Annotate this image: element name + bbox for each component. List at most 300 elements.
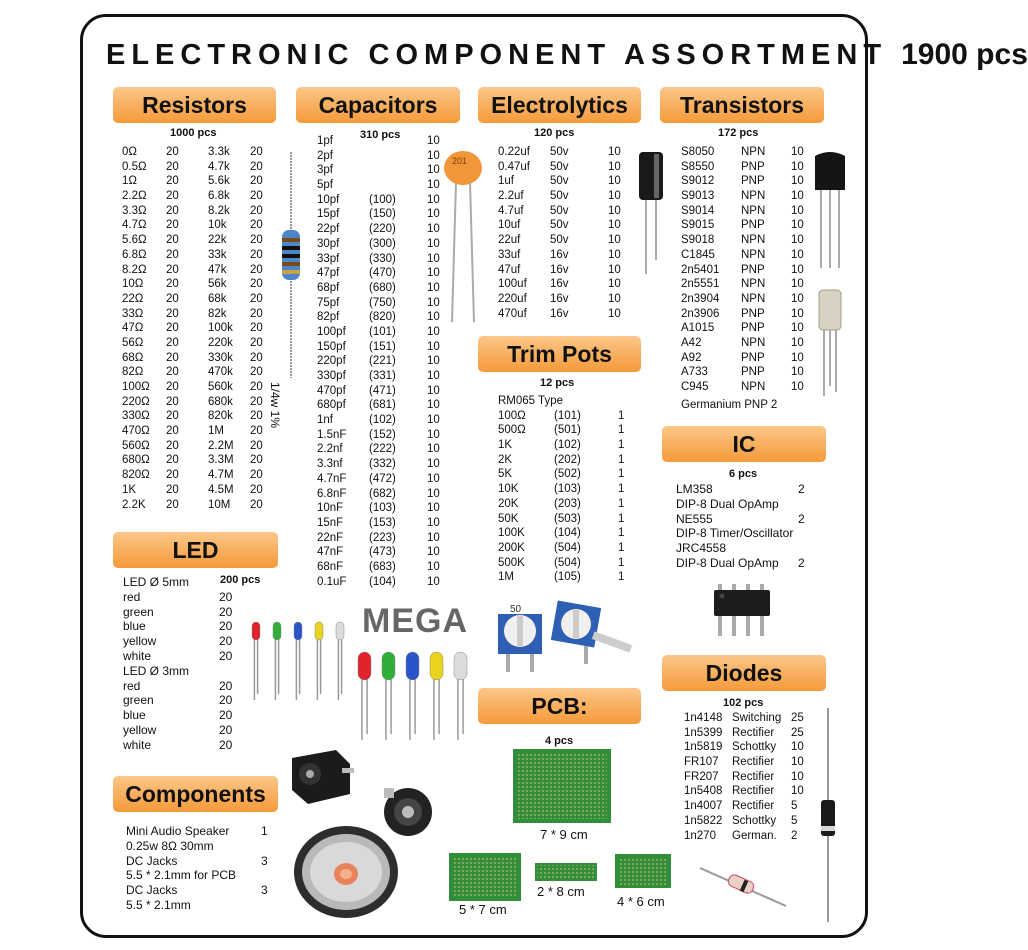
trimpot-row-cell: (503)	[554, 512, 581, 525]
electrolytic-row	[498, 307, 628, 322]
ic-table	[676, 482, 816, 571]
resistor-row-cell: 20	[166, 248, 179, 261]
capacitor-row-cell: 33pf	[317, 252, 340, 265]
trimpot-row-cell: (203)	[554, 497, 581, 510]
transistor-icon	[812, 150, 848, 268]
capacitor-row-cell: 47nF	[317, 546, 344, 559]
trimpot-row-cell: 1	[618, 483, 625, 496]
resistor-row-cell: 0.5Ω	[122, 160, 147, 173]
resistor-row-cell: 4.7k	[208, 160, 230, 173]
transistor-row-cell: NPN	[741, 292, 766, 305]
resistor-row-cell: 20	[250, 278, 263, 291]
resistor-row-cell: 5.6Ω	[122, 234, 147, 247]
capacitor-row	[317, 457, 447, 472]
capacitor-row	[317, 428, 447, 443]
led-row-cell: 20	[219, 737, 233, 752]
resistor-row	[122, 395, 192, 410]
capacitor-row-cell: 0.1uF	[317, 575, 347, 588]
led-small-icon	[248, 620, 358, 706]
transistor-row	[681, 248, 811, 263]
resistor-row-cell: 20	[166, 366, 179, 379]
component-row-cell: 5.5 * 2.1mm	[126, 897, 191, 912]
resistor-row-cell: 10Ω	[122, 278, 144, 291]
resistor-row-cell: 6.8k	[208, 190, 230, 203]
led-row-cell: green	[123, 604, 154, 619]
electrolytic-row-cell: 10	[608, 263, 621, 276]
trimpot-row-cell: 100Ω	[498, 409, 526, 422]
diode-row-cell: 10	[791, 741, 804, 754]
resistor-icon	[276, 152, 306, 378]
electrolytics-header: Electrolytics	[478, 87, 641, 123]
diode-row-cell: 25	[791, 712, 804, 724]
led-row-cell: 20	[219, 678, 233, 693]
pcb-board-2x8-icon	[535, 863, 597, 881]
trimpot-row-cell: 1	[618, 409, 625, 422]
capacitor-row-cell: 330pf	[317, 370, 346, 382]
capacitor-row-cell: 10	[427, 193, 440, 206]
capacitor-row-cell: 680pf	[317, 399, 346, 412]
transistor-row-cell: 10	[791, 204, 804, 217]
capacitor-row	[317, 134, 447, 149]
trimpot-row-cell: (105)	[554, 571, 581, 584]
capacitor-row-cell: (680)	[369, 281, 396, 294]
transistor-row	[681, 218, 811, 233]
capacitor-row	[317, 325, 447, 340]
capacitor-row-cell: 10nF	[317, 502, 344, 515]
electrolytic-row-cell: 10	[608, 278, 621, 291]
resistor-row	[208, 351, 278, 366]
transistor-row	[681, 292, 811, 307]
component-row-cell: DC Jacks	[126, 883, 178, 898]
capacitor-row	[317, 516, 447, 531]
transistor-row-cell: PNP	[741, 322, 765, 335]
transistor-row	[681, 307, 811, 322]
led-bulb	[382, 652, 395, 680]
components-header: Components	[113, 776, 278, 812]
electrolytic-row-cell: 10uf	[498, 219, 521, 232]
resistor-row-cell: 20	[250, 469, 263, 482]
capacitor-row-cell: 10	[427, 355, 440, 368]
transistor-row-cell: PNP	[741, 175, 765, 188]
transistor-row-cell: 2n3906	[681, 307, 720, 320]
ic-count: 6 pcs	[729, 468, 758, 480]
trimpot-row-cell: 100K	[498, 527, 525, 540]
diode-row-cell: Schottky	[732, 741, 777, 754]
electrolytic-row-cell: 10	[608, 160, 621, 173]
resistor-row-cell: 820k	[208, 410, 233, 423]
transistor-row	[681, 145, 811, 160]
capacitor-row-cell: 10	[427, 164, 440, 177]
trimpot-row	[498, 409, 628, 424]
led-row-cell: red	[123, 678, 141, 693]
electrolytic-row-cell: 33uf	[498, 248, 521, 261]
resistor-row-cell: 1M	[208, 425, 224, 438]
resistor-row	[122, 263, 192, 278]
transistor-row	[681, 204, 811, 219]
capacitor-row	[317, 193, 447, 208]
transistor-row-cell: S8550	[681, 160, 715, 173]
resistor-row-cell: 220Ω	[122, 395, 150, 408]
component-row-cell: 3	[261, 853, 268, 868]
electrolytic-row-cell: 10	[608, 146, 621, 158]
capacitor-row	[317, 560, 447, 575]
resistor-row	[208, 145, 278, 160]
resistor-row	[208, 453, 278, 468]
transistor-row	[681, 277, 811, 292]
capacitor-row-cell: (222)	[369, 443, 396, 456]
transistor-row-cell: PNP	[741, 263, 765, 276]
transistor-row	[681, 233, 811, 248]
resistor-row	[122, 218, 192, 233]
trimpot-row-cell: 1K	[498, 439, 513, 452]
electrolytic-row-cell: 10	[608, 234, 621, 247]
resistor-row-cell: 20	[166, 410, 179, 423]
capacitor-row	[317, 545, 447, 560]
electrolytic-row	[498, 174, 628, 189]
resistor-row-cell: 82Ω	[122, 366, 144, 379]
resistor-row	[122, 248, 192, 263]
capacitor-row-cell: 10	[427, 179, 440, 192]
trimpot-row	[498, 453, 628, 468]
capacitor-row-cell: 100pf	[317, 325, 346, 338]
ic-row-cell: 2	[798, 555, 805, 570]
capacitor-row-cell: 82pf	[317, 311, 340, 324]
capacitor-row-cell: 10	[427, 546, 440, 559]
trimpot-row	[498, 467, 628, 482]
capacitor-row	[317, 413, 447, 428]
resistor-row-cell: 3.3k	[208, 146, 230, 158]
capacitor-row	[317, 281, 447, 296]
diode-row-cell: Switching	[732, 712, 782, 724]
transistor-row-cell: A92	[681, 351, 702, 364]
led-bulb	[315, 622, 323, 640]
capacitor-row-cell: 10	[427, 370, 440, 382]
resistor-row	[122, 145, 192, 160]
resistor-row-cell: 470Ω	[122, 425, 150, 438]
capacitor-row-cell: (681)	[369, 399, 396, 412]
resistor-row-cell: 20	[250, 425, 263, 438]
capacitor-row	[317, 296, 447, 311]
capacitor-row-cell: (101)	[369, 325, 396, 338]
resistor-row	[208, 233, 278, 248]
capacitor-row-cell: (104)	[369, 575, 396, 588]
electrolytic-row	[498, 204, 628, 219]
transistor-row	[681, 321, 811, 336]
resistor-row-cell: 20	[166, 381, 179, 393]
resistor-row-cell: 20	[166, 454, 179, 467]
pcb-board-5x7-icon	[449, 853, 521, 901]
transistor-row-cell: 10	[791, 190, 804, 203]
electrolytic-row-cell: 10	[608, 175, 621, 188]
capacitor-row	[317, 472, 447, 487]
electrolytics-count: 120 pcs	[534, 127, 575, 139]
led-row-cell: red	[123, 589, 141, 604]
resistor-row-cell: 20	[250, 160, 263, 173]
resistor-row-cell: 20	[166, 395, 179, 408]
capacitor-row-cell: 10	[427, 237, 440, 250]
transistor-row-cell: 10	[791, 160, 804, 173]
capacitor-row	[317, 531, 447, 546]
transistor-row	[681, 174, 811, 189]
resistor-row-cell: 20	[166, 263, 179, 276]
transistor-row	[681, 189, 811, 204]
transistor-row-cell: 10	[791, 278, 804, 291]
capacitor-row-cell: 2.2nf	[317, 443, 343, 456]
resistor-row	[208, 174, 278, 189]
resistor-row-cell: 20	[166, 425, 179, 438]
trimpot-row-cell: (504)	[554, 541, 581, 554]
resistor-row-cell: 47Ω	[122, 322, 144, 335]
resistor-row-cell: 6.8Ω	[122, 248, 147, 261]
resistor-row-cell: 560Ω	[122, 439, 150, 452]
diode-row-cell: 2	[791, 829, 798, 842]
electrolytic-row-cell: 16v	[550, 307, 569, 320]
capacitor-row-cell: 10	[427, 384, 440, 397]
transistor-row	[681, 263, 811, 278]
trimpot-table	[498, 394, 628, 585]
electrolytic-row-cell: 16v	[550, 263, 569, 276]
trimpot-row-cell: 500K	[498, 556, 525, 569]
diode-row	[684, 799, 809, 814]
resistor-row-cell: 10M	[208, 498, 231, 511]
led-row-cell: 20	[219, 589, 233, 604]
resistor-row	[122, 365, 192, 380]
resistor-row-cell: 20	[166, 204, 179, 217]
trimpot-row-cell: (104)	[554, 527, 581, 540]
component-row	[126, 824, 271, 839]
trimpots-header: Trim Pots	[478, 336, 641, 372]
capacitor-row-cell: (152)	[369, 428, 396, 441]
resistor-row-cell: 20	[166, 234, 179, 247]
electrolytic-row-cell: 50v	[550, 219, 569, 232]
transistor-row-cell: A42	[681, 336, 702, 349]
capacitor-row-cell: 22pf	[317, 223, 340, 236]
resistor-row	[208, 321, 278, 336]
capacitor-row	[317, 442, 447, 457]
capacitor-row	[317, 398, 447, 413]
resistor-row	[122, 189, 192, 204]
resistor-row-cell: 56Ω	[122, 336, 144, 349]
trimpots-count: 12 pcs	[540, 377, 575, 389]
resistor-row	[122, 483, 192, 498]
capacitor-row-cell: (103)	[369, 502, 396, 515]
diode-row-cell: FR207	[684, 770, 719, 783]
capacitor-row-cell: 47pf	[317, 267, 340, 280]
led-row-cell: 20	[219, 693, 233, 708]
capacitor-row-cell: (221)	[369, 355, 396, 368]
page-title	[106, 38, 1028, 72]
capacitor-row-cell: 10	[427, 267, 440, 280]
resistor-row	[208, 498, 278, 513]
resistor-row	[122, 307, 192, 322]
resistor-row-cell: 20	[250, 439, 263, 452]
ic-row	[676, 512, 816, 527]
resistor-row	[122, 336, 192, 351]
trimpot-row-cell: 1	[618, 527, 625, 540]
transistors-header: Transistors	[660, 87, 824, 123]
capacitor-row-cell: (750)	[369, 296, 396, 309]
transistor-row-cell: 2n5401	[681, 263, 720, 276]
led-row	[123, 605, 238, 620]
resistor-row	[122, 453, 192, 468]
resistors-header: Resistors	[113, 87, 276, 123]
resistor-row	[122, 292, 192, 307]
resistor-row-cell: 220k	[208, 336, 233, 349]
trimpot-row-cell: (202)	[554, 453, 581, 466]
diode-row-cell: 1n270	[684, 829, 716, 842]
capacitor-row-cell: 10	[427, 135, 440, 147]
transistor-row-cell: S9018	[681, 234, 715, 247]
ic-row	[676, 497, 816, 512]
resistor-row-cell: 20	[250, 234, 263, 247]
trimpot-row-cell: 1	[618, 497, 625, 510]
resistor-row-cell: 20	[250, 263, 263, 276]
led-row-cell: 20	[219, 722, 233, 737]
capacitor-row-cell: 10	[427, 428, 440, 441]
diode-row	[684, 726, 809, 741]
resistor-row	[208, 336, 278, 351]
resistor-row-cell: 330Ω	[122, 410, 150, 423]
resistor-row-cell: 10k	[208, 219, 227, 232]
capacitor-row-cell: 15nF	[317, 516, 344, 529]
resistor-row	[122, 351, 192, 366]
component-row-cell: 5.5 * 2.1mm for PCB	[126, 868, 237, 883]
led-header: LED	[113, 532, 278, 568]
diode-row-cell: 1n5399	[684, 726, 723, 739]
capacitors-count: 310 pcs	[360, 129, 401, 141]
trimpot-row	[498, 570, 628, 585]
resistor-row	[208, 248, 278, 263]
transistor-row-cell: 10	[791, 336, 804, 349]
resistor-row-cell: 20	[250, 146, 263, 158]
resistor-row-cell: 20	[250, 190, 263, 203]
led-bulb	[406, 652, 419, 680]
led-row	[123, 738, 238, 753]
led-row-cell: 20	[219, 604, 233, 619]
resistor-row-cell: 20	[166, 439, 179, 452]
electrolytic-row	[498, 218, 628, 233]
resistor-row-cell: 20	[166, 219, 179, 232]
resistor-row-cell: 20	[166, 190, 179, 203]
diode-row-cell: 10	[791, 770, 804, 783]
led-row-cell: yellow	[123, 634, 157, 649]
transistor-row-cell: 10	[791, 322, 804, 335]
resistor-row-cell: 20	[250, 322, 263, 335]
capacitor-row-cell: 68pf	[317, 281, 340, 294]
capacitor-row-cell: 3.3nf	[317, 458, 343, 471]
resistor-row-cell: 8.2Ω	[122, 263, 147, 276]
trimpot-row	[498, 482, 628, 497]
resistor-row-cell: 2.2M	[208, 439, 234, 452]
ic-row	[676, 556, 816, 571]
trimpot-row-cell: 10K	[498, 483, 519, 496]
transistors-count: 172 pcs	[718, 127, 759, 139]
diode-row-cell: Rectifier	[732, 756, 775, 769]
led-row-cell: 20	[219, 708, 233, 723]
title-text: ELECTRONIC COMPONENT ASSORTMENT	[106, 39, 888, 71]
electrolytic-row-cell: 2.2uf	[498, 190, 524, 203]
led-row-cell: white	[123, 737, 152, 752]
trimpot-row-cell: 5K	[498, 468, 513, 481]
trimpot-row-cell: 50K	[498, 512, 519, 525]
resistor-row-cell: 56k	[208, 278, 227, 291]
resistor-row-cell: 680Ω	[122, 454, 150, 467]
electrolytic-row-cell: 10	[608, 292, 621, 305]
transistor-row-cell: NPN	[741, 278, 766, 291]
trimpot-type: RM065 Type	[498, 395, 563, 407]
transistor-row-cell: NPN	[741, 381, 766, 393]
capacitor-row-cell: (220)	[369, 223, 396, 236]
trimpot-row-cell: 1	[618, 512, 625, 525]
resistor-row-cell: 470k	[208, 366, 233, 379]
transistor-row-cell: PNP	[741, 160, 765, 173]
resistor-row	[122, 233, 192, 248]
diode-row-cell: German.	[732, 829, 777, 842]
transistor-row-cell: NPN	[741, 248, 766, 261]
capacitor-row	[317, 384, 447, 399]
transistor-row-cell: NPN	[741, 146, 766, 158]
electrolytic-row-cell: 16v	[550, 248, 569, 261]
diode-row-cell: Rectifier	[732, 726, 775, 739]
led-row	[123, 693, 238, 708]
electrolytic-row	[498, 248, 628, 263]
electrolytic-row-cell: 50v	[550, 190, 569, 203]
led-count: 200 pcs	[220, 574, 261, 586]
led-row	[123, 708, 238, 723]
electrolytic-row-cell: 16v	[550, 278, 569, 291]
led-bulb	[358, 652, 371, 680]
ic-row-cell: JRC4558	[676, 541, 727, 556]
electrolytic-row-cell: 1uf	[498, 175, 514, 188]
diode-row	[684, 829, 809, 844]
trimpot-row-cell: 1	[618, 541, 625, 554]
capacitor-row	[317, 575, 447, 590]
transistor-row-cell: PNP	[741, 307, 765, 320]
ceramic-marking: 201	[452, 156, 468, 166]
diode-row	[684, 711, 809, 726]
transistor-extra: Germanium PNP 2	[681, 399, 778, 411]
transistor-row-cell: PNP	[741, 351, 765, 364]
pcb-size-2x8: 2 * 8 cm	[537, 884, 585, 899]
resistor-row	[208, 160, 278, 175]
capacitor-row-cell: 10	[427, 472, 440, 485]
resistor-row-cell: 0Ω	[122, 146, 137, 158]
transistor-row-cell: S8050	[681, 146, 715, 158]
capacitor-row-cell: (683)	[369, 560, 396, 573]
capacitor-row-cell: 75pf	[317, 296, 340, 309]
diode-row-cell: 1n4148	[684, 712, 723, 724]
component-row	[126, 883, 271, 898]
component-row	[126, 898, 271, 913]
resistor-row-cell: 100k	[208, 322, 233, 335]
capacitor-row-cell: 10	[427, 311, 440, 324]
led-bulb	[336, 622, 344, 640]
capacitor-row-cell: 10pf	[317, 193, 340, 206]
resistor-row-cell: 20	[250, 175, 263, 188]
transistor-row-cell: A1015	[681, 322, 715, 335]
electrolytic-row	[498, 263, 628, 278]
resistor-row-cell: 20	[166, 351, 179, 364]
ic-row	[676, 526, 816, 541]
transistor-row-cell: C945	[681, 381, 709, 393]
resistor-row-cell: 3.3M	[208, 454, 234, 467]
resistor-row	[208, 292, 278, 307]
transistor-row-cell: 10	[791, 234, 804, 247]
capacitor-row	[317, 354, 447, 369]
capacitor-row-cell: (151)	[369, 340, 396, 353]
resistor-row-cell: 3.3Ω	[122, 204, 147, 217]
resistor-row-cell: 20	[166, 307, 179, 320]
